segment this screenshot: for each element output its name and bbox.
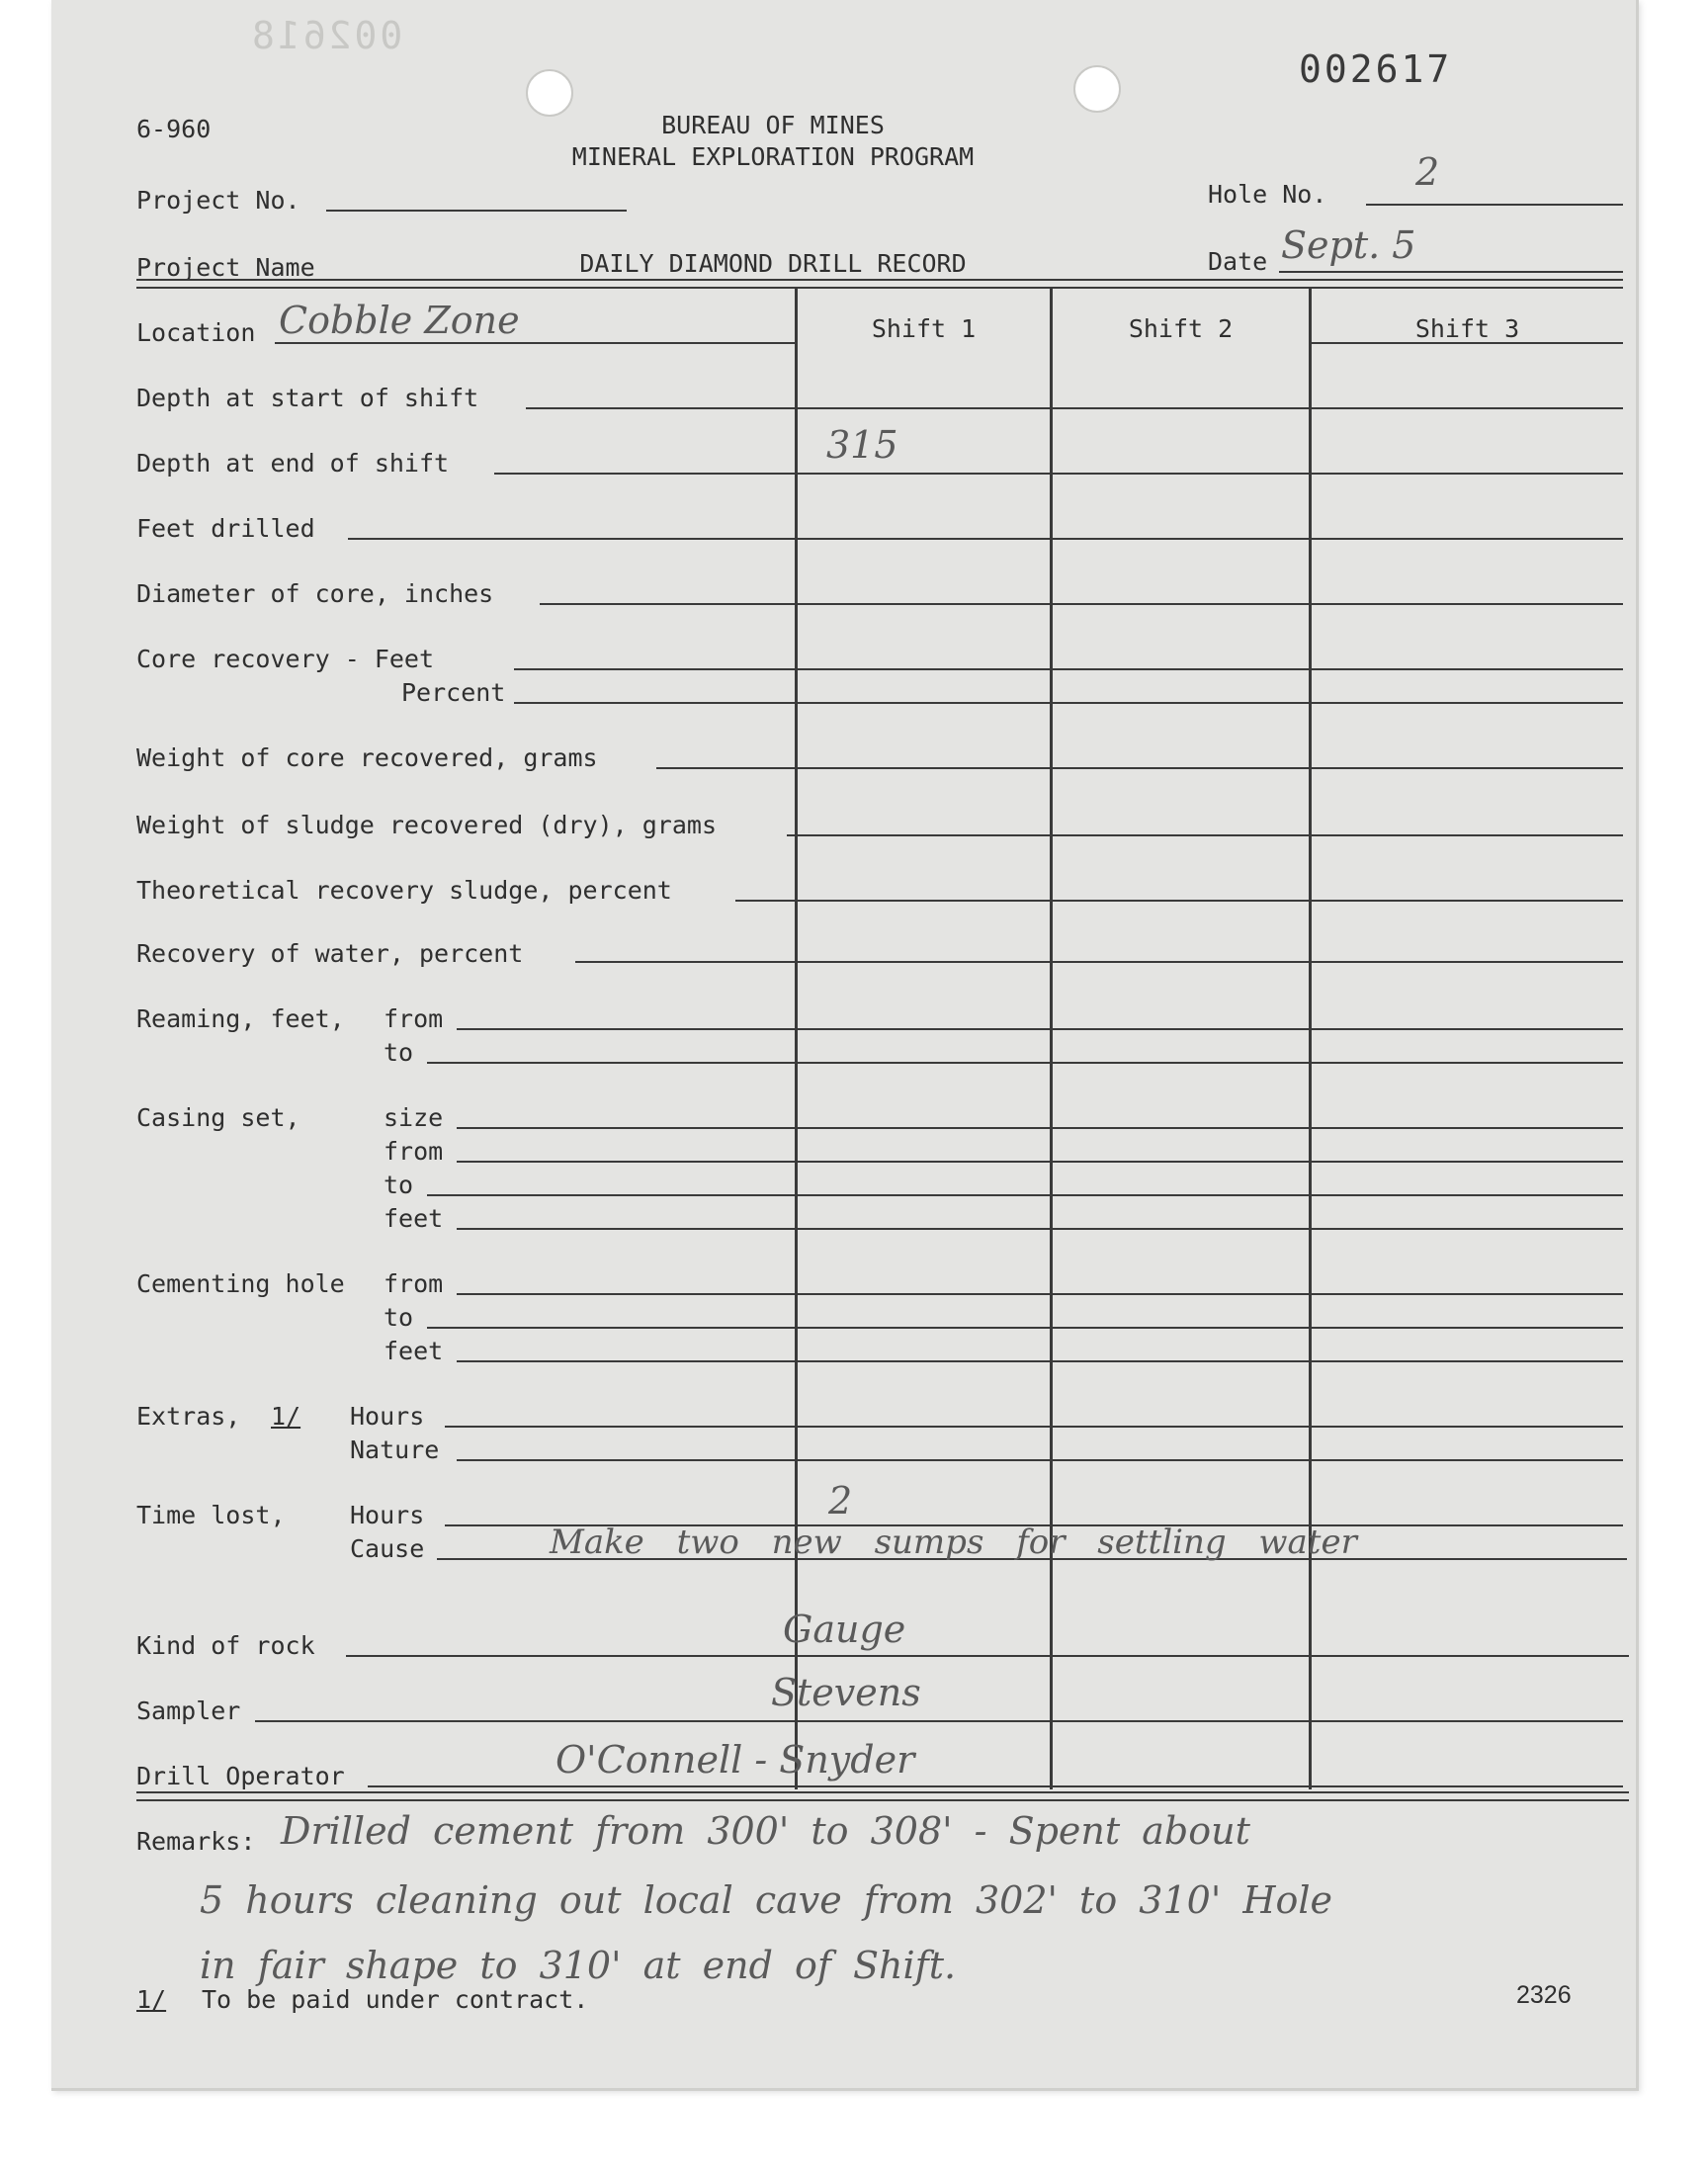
- project-name-label: Project Name: [136, 253, 315, 282]
- casing-to-label: to: [384, 1171, 414, 1199]
- punch-hole-left: [526, 69, 573, 117]
- page-code: 2326: [1516, 1981, 1572, 2009]
- feet-drilled-label: Feet drilled: [136, 514, 315, 543]
- cause-label: Cause: [350, 1534, 425, 1563]
- time-lost-hours-shift1-value: 2: [828, 1479, 853, 1522]
- core-diameter-label: Diameter of core, inches: [136, 579, 494, 608]
- remarks-line-2: 5 hours cleaning out local cave from 302' to 310' Hole: [200, 1878, 1333, 1922]
- remarks-label: Remarks:: [136, 1827, 256, 1856]
- cementing-to-label: to: [384, 1303, 414, 1332]
- bottom-rule-top: [136, 1791, 1629, 1793]
- sampler-value: Stevens: [771, 1671, 921, 1714]
- location-value: Cobble Zone: [279, 299, 520, 342]
- extras-label: Extras,: [136, 1402, 241, 1431]
- casing-from-line[interactable]: [457, 1161, 1623, 1163]
- feet-drilled-line[interactable]: [348, 538, 1623, 540]
- percent-label: Percent: [401, 678, 506, 707]
- document-number: 002617: [1299, 47, 1453, 91]
- shift-header-underline: [1312, 342, 1623, 344]
- footnote-mark: 1/: [136, 1985, 167, 2014]
- reaming-to-line[interactable]: [427, 1062, 1623, 1064]
- column-divider-2: [1050, 287, 1053, 1789]
- cementing-from-line[interactable]: [457, 1293, 1623, 1295]
- cementing-from-label: from: [384, 1269, 444, 1298]
- sampler-label: Sampler: [136, 1696, 241, 1725]
- bottom-rule-bottom: [136, 1799, 1629, 1801]
- date-value: Sept. 5: [1281, 223, 1416, 267]
- core-weight-line[interactable]: [656, 767, 1623, 769]
- project-no-label: Project No.: [136, 186, 300, 215]
- double-rule-bottom: [136, 287, 1623, 289]
- depth-end-line[interactable]: [494, 473, 1623, 475]
- sampler-line[interactable]: [255, 1720, 1623, 1722]
- cementing-feet-label: feet: [384, 1337, 444, 1365]
- shift-1-header: Shift 1: [871, 314, 977, 343]
- column-divider-1: [795, 287, 798, 1789]
- casing-feet-line[interactable]: [457, 1228, 1623, 1230]
- reaming-label: Reaming, feet,: [136, 1004, 345, 1033]
- casing-from-label: from: [384, 1137, 444, 1166]
- hole-no-label: Hole No.: [1208, 180, 1327, 209]
- time-lost-hours-label: Hours: [350, 1501, 425, 1529]
- sludge-weight-line[interactable]: [787, 834, 1623, 836]
- kind-of-rock-value: Gauge: [783, 1608, 906, 1651]
- casing-feet-label: feet: [384, 1204, 444, 1233]
- cementing-feet-line[interactable]: [457, 1360, 1623, 1362]
- remarks-line-1: Drilled cement from 300' to 308' - Spent about: [281, 1809, 1250, 1853]
- date-label: Date: [1208, 247, 1268, 276]
- theoretical-sludge-line[interactable]: [735, 900, 1623, 902]
- core-recovery-feet-line[interactable]: [514, 668, 1623, 670]
- sludge-weight-label: Weight of sludge recovered (dry), grams: [136, 811, 717, 839]
- hole-no-value: 2: [1415, 150, 1440, 194]
- record-title: DAILY DIAMOND DRILL RECORD: [579, 249, 967, 278]
- extras-nature-line[interactable]: [457, 1459, 1623, 1461]
- reaming-from-line[interactable]: [457, 1028, 1623, 1030]
- cause-value: Make two new sumps for settling water: [550, 1522, 1357, 1562]
- kind-of-rock-line[interactable]: [346, 1655, 1629, 1657]
- hole-no-field[interactable]: [1366, 204, 1623, 206]
- depth-start-label: Depth at start of shift: [136, 384, 479, 412]
- punch-hole-right: [1073, 65, 1121, 113]
- casing-size-label: size: [384, 1103, 444, 1132]
- core-recovery-label: Core recovery - Feet: [136, 645, 435, 673]
- depth-end-shift1-value: 315: [826, 423, 898, 467]
- theoretical-sludge-label: Theoretical recovery sludge, percent: [136, 876, 672, 905]
- shift-3-header: Shift 3: [1414, 314, 1520, 343]
- location-label: Location: [136, 318, 256, 347]
- extras-hours-line[interactable]: [445, 1426, 1623, 1428]
- column-divider-3: [1309, 287, 1312, 1789]
- form-sheet: [51, 0, 1639, 2091]
- location-field[interactable]: [275, 342, 795, 344]
- remarks-line-3: in fair shape to 310' at end of Shift.: [200, 1944, 957, 1987]
- core-weight-label: Weight of core recovered, grams: [136, 743, 598, 772]
- depth-end-label: Depth at end of shift: [136, 449, 450, 478]
- project-no-field[interactable]: [326, 210, 627, 212]
- water-recovery-label: Recovery of water, percent: [136, 939, 524, 968]
- extras-hours-label: Hours: [350, 1402, 425, 1431]
- cementing-to-line[interactable]: [427, 1327, 1623, 1329]
- drill-operator-label: Drill Operator: [136, 1762, 345, 1790]
- bleed-through-number: 002618: [249, 14, 403, 57]
- program-title: MINERAL EXPLORATION PROGRAM: [571, 142, 975, 171]
- drill-operator-value: O'Connell - Snyder: [555, 1738, 915, 1782]
- extras-nature-label: Nature: [350, 1436, 440, 1464]
- core-diameter-line[interactable]: [540, 603, 1623, 605]
- reaming-to-label: to: [384, 1038, 414, 1067]
- core-recovery-percent-line[interactable]: [514, 702, 1623, 704]
- depth-start-line[interactable]: [526, 407, 1623, 409]
- double-rule-top: [136, 279, 1623, 281]
- kind-of-rock-label: Kind of rock: [136, 1631, 315, 1660]
- casing-set-label: Casing set,: [136, 1103, 300, 1132]
- casing-to-line[interactable]: [427, 1194, 1623, 1196]
- cementing-hole-label: Cementing hole: [136, 1269, 345, 1298]
- time-lost-label: Time lost,: [136, 1501, 286, 1529]
- form-number: 6-960: [136, 115, 212, 143]
- date-field[interactable]: [1279, 271, 1623, 273]
- water-recovery-line[interactable]: [575, 961, 1623, 963]
- agency-title: BUREAU OF MINES: [661, 111, 885, 139]
- drill-operator-line[interactable]: [368, 1785, 1623, 1787]
- footnote-text: To be paid under contract.: [202, 1985, 589, 2014]
- shift-2-header: Shift 2: [1128, 314, 1234, 343]
- casing-size-line[interactable]: [457, 1127, 1623, 1129]
- extras-footnote-mark: 1/: [271, 1402, 301, 1431]
- reaming-from-label: from: [384, 1004, 444, 1033]
